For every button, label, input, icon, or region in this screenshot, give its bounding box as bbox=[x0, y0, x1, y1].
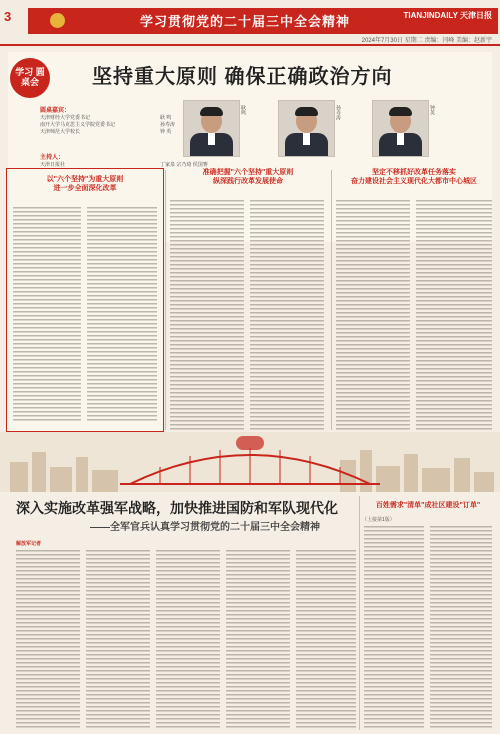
article-body bbox=[86, 550, 150, 728]
guest-name: 钟 英 bbox=[160, 129, 172, 135]
guest-photo bbox=[372, 100, 429, 157]
article-body bbox=[156, 550, 220, 728]
side-article-note: （上接第1版） bbox=[362, 517, 395, 523]
section-title: 学习贯彻党的二十届三中全会精神 bbox=[140, 14, 351, 29]
skyline-illustration bbox=[0, 432, 500, 492]
article-body bbox=[416, 200, 492, 430]
column-divider bbox=[331, 170, 332, 430]
host-row bbox=[40, 161, 220, 168]
date-line: 2024年7月30日 星期二 责编：闫峰 美编：赵新宇 bbox=[361, 38, 492, 44]
paper-name: TIANJINDAILY 天津日报 bbox=[403, 11, 492, 20]
host-label: 主持人： bbox=[40, 155, 65, 161]
section2-title: 深入实施改革强军战略，加快推进国防和军队现代化 bbox=[16, 500, 338, 516]
guest-org: 天津财经大学党委书记 bbox=[40, 115, 91, 121]
photo-caption: 孙寿涛 bbox=[335, 105, 341, 120]
roundtable-badge bbox=[10, 58, 50, 98]
guests-label: 圆桌嘉宾： bbox=[40, 108, 71, 114]
host-names: 丁家泉 宗乃琦 侯国赛 bbox=[160, 162, 208, 168]
article-body bbox=[87, 207, 157, 422]
column-divider bbox=[165, 170, 166, 430]
main-title: 坚持重大原则 确保正确政治方向 bbox=[92, 66, 393, 88]
article-body bbox=[170, 200, 244, 430]
side-article-title: 百姓需求"清单"成社区建设"订单" bbox=[375, 502, 481, 509]
photo-caption: 耿鸣 bbox=[240, 105, 246, 115]
article-title: 坚定不移抓好改革任务落实 奋力建设社会主义现代化大都市中心城区 bbox=[351, 169, 477, 185]
article-2 bbox=[168, 168, 328, 186]
guest-photo bbox=[278, 100, 335, 157]
article-body bbox=[364, 526, 424, 728]
article-body bbox=[430, 526, 492, 728]
badge-text: 学习 圆桌会 bbox=[15, 67, 45, 87]
article-body bbox=[16, 550, 80, 728]
article-body bbox=[296, 550, 356, 728]
article-body bbox=[13, 207, 81, 422]
guest-org: 天津师范大学校长 bbox=[40, 129, 81, 135]
article-box-1 bbox=[6, 168, 164, 432]
guest-photo bbox=[183, 100, 240, 157]
section2-author: 解放军记者 bbox=[16, 541, 42, 547]
article-title: 准确把握"六个坚持"重大原则 纵深践行改革发展使命 bbox=[202, 169, 294, 185]
host-org: 天津日报社 bbox=[40, 162, 66, 168]
header-divider bbox=[0, 44, 500, 46]
guest-name: 耿 鸣 bbox=[160, 115, 172, 121]
column-divider bbox=[359, 496, 360, 730]
article-body bbox=[226, 550, 290, 728]
photo-caption: 钟英 bbox=[429, 105, 435, 115]
article-title: 以"六个坚持"为重大原则 进一步全面深化改革 bbox=[46, 176, 124, 192]
article-body bbox=[250, 200, 324, 430]
article-3 bbox=[334, 168, 494, 186]
article-body bbox=[336, 200, 410, 430]
guest-org: 南开大学马克思主义学院党委书记 bbox=[40, 122, 116, 128]
section2-subtitle: ——全军官兵认真学习贯彻党的二十届三中全会精神 bbox=[90, 522, 320, 533]
party-emblem-icon bbox=[50, 13, 65, 28]
page-number: 3 bbox=[4, 9, 12, 24]
guest-name: 孙寿涛 bbox=[160, 122, 176, 128]
